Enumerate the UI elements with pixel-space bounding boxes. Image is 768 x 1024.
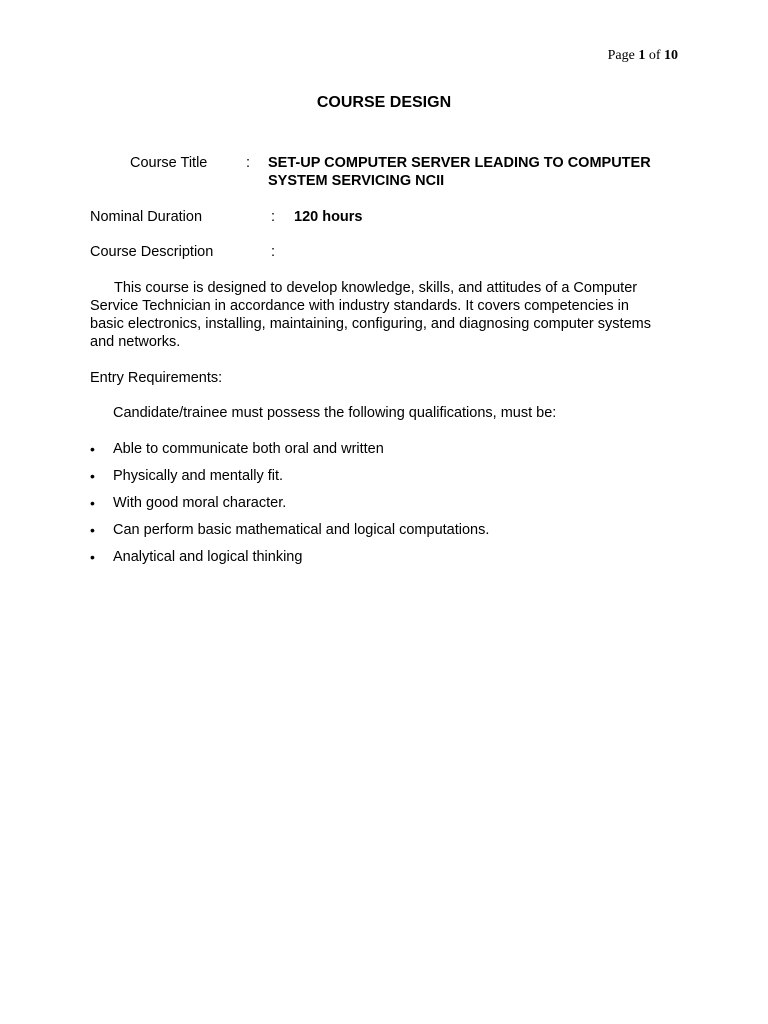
list-item [90, 440, 489, 467]
course-description-label: Course Description [90, 244, 214, 260]
nominal-duration-colon: : [271, 209, 276, 225]
bullet-icon: • [90, 441, 95, 457]
description-line-2: Service Technician in accordance with industry standards. It covers competencies in [90, 298, 629, 314]
qualification-text: Analytical and logical thinking [113, 549, 303, 565]
list-item [90, 548, 489, 575]
list-item [90, 494, 489, 521]
description-line-3: basic electronics, installing, maintaining, configuring, and diagnosing computer systems [90, 316, 651, 332]
course-description-colon: : [271, 244, 276, 260]
page-of: of [648, 48, 661, 63]
page-prefix: Page [607, 48, 635, 63]
bullet-icon: • [90, 522, 95, 538]
qualifications-intro: Candidate/trainee must possess the following qualifications, must be: [113, 405, 557, 421]
entry-requirements-label: Entry Requirements: [90, 370, 223, 386]
bullet-icon: • [90, 468, 95, 484]
qualification-text: Able to communicate both oral and written [113, 441, 384, 457]
page-number [608, 46, 678, 66]
page-total: 10 [664, 48, 678, 63]
list-item [90, 521, 489, 548]
qualification-text: Can perform basic mathematical and logical computations. [113, 522, 490, 538]
course-title-value-line2: SYSTEM SERVICING NCII [268, 173, 445, 189]
course-title-value-line1: SET-UP COMPUTER SERVER LEADING TO COMPUTER [268, 155, 651, 171]
qualifications-list [90, 440, 489, 575]
bullet-icon: • [90, 549, 95, 565]
list-item [90, 467, 489, 494]
qualification-text: Physically and mentally fit. [113, 468, 284, 484]
description-line-4: and networks. [90, 334, 181, 350]
qualification-text: With good moral character. [113, 495, 287, 511]
description-line-1: This course is designed to develop knowledge, skills, and attitudes of a Computer [114, 280, 638, 296]
bullet-icon: • [90, 495, 95, 511]
document-title: COURSE DESIGN [316, 94, 452, 111]
nominal-duration-value: 120 hours [294, 209, 363, 225]
course-title-colon: : [246, 155, 251, 171]
course-title-label: Course Title [130, 155, 208, 171]
nominal-duration-label: Nominal Duration [90, 209, 203, 225]
page-current: 1 [638, 48, 646, 63]
